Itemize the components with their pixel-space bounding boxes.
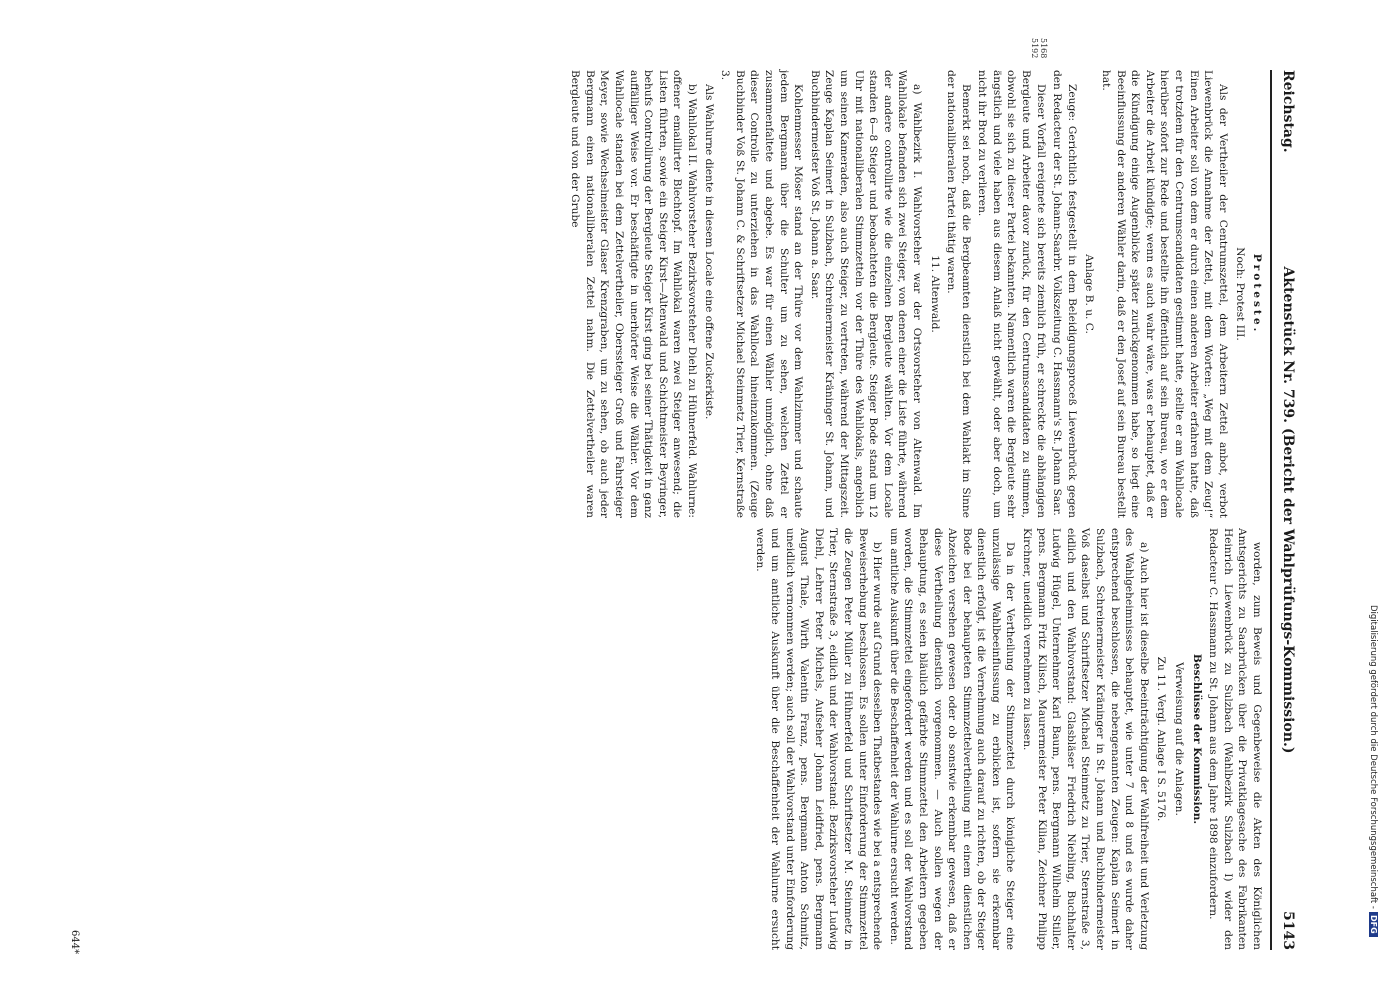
paragraph: Kohlenmesser Möser stand an der Thüre vor dem Wahlzimmer und schaute jedem Bergmann über die Schulter um zu sehen, welchen Zettel er zusammenfaltete und abgebe. Es war für einen Wähler unmöglich, ohne daß dieser Controlle zu unterziehen in das Wahllocal hineinzukommen. (Zeuge Buchbinder Voß St. Johann C. & Schriftsetzer Michael Steinmetz Trier, Kernstraße 3.: [719, 70, 805, 518]
subheading: Anlage B. u. C.: [1083, 254, 1096, 334]
subheading: Noch: Protest III.: [1234, 247, 1247, 341]
section-heading: Proteste.: [1251, 253, 1263, 335]
digitization-footer: [1368, 605, 1378, 937]
digitization-note: Digitalisierung gefördert durch die Deutsche Forschungsgemeinschaft -: [1368, 605, 1378, 909]
folio-mark: 644*: [69, 930, 80, 955]
paragraph: worden, zum Beweis und Gegenbeweise die Akten des Königlichen Amtsgerichts zu Saarbrücken über die Privatklagesache des Fabrikanten Heinrich Liewenbrück zu Sulzbach (Wahlbezirk Sulzbach I) wider den Redacteur C. Hassmann zu St. Johann aus dem Jahre 1898 einzufordern.: [1207, 528, 1263, 950]
paragraph: b) Wahllokal II. Wahlvorsteher Bezirksvorsteher Diehl zu Hühnerfeld. Wahlurne: offener emaillirter Blechtopf. Im Wahllokal waren zwei Steiger anwesend; die Listen führten, sowie ein Steiger Kirst—Altenwald und Schichtmeister Beyringer, behufs Controllirung der Bergleute Steiger Kirst ging bei seiner Thätigkeit in ganz auffälliger Weise vor. Er beschäftigte in unerhörter Weise die Wähler. Vor dem Wahllocale standen bei dem Zettelvertheiler, Oberssteiger Groß und Fahrsteiger Meyer, sowie Wechselmeister Glaser Krenzgraben, um zu sehen, ob auch jeder Bergmann einen nationalliberalen Zettel nahm. Die Zettelvertheiler waren Bergleute und von der Grube: [569, 70, 699, 518]
dfg-logo: DFG: [1369, 912, 1378, 937]
paragraph: Als der Vertheiler der Centrumszettel, dem Arbeitern Zettel anbot, verbot Liewenbrück die Annahme der Zettel, mit dem Worten: „Weg mit dem Zeug!“ Einen Arbeiter soll von dem er durch einen anderen Arbeiter erfahren hatte, daß er trotzdem für den Centrumscandidaten gestimmt hatte, stellte er am Wahllocale hierüber sofort zur Rede und bestellte ihn öffentlich auf sein Bureau, wo er dem Arbeiter die Arbeit kündigte; wenn es auch wahr wäre, was er behauptet, daß er die Kündigung einige Augenblicke später zurückgenommen habe, so liegt eine Beeinflussung der anderen Wähler darin, daß er den Josef auf sein Bureau bestellt hat.: [1100, 70, 1229, 518]
subheading-bold: Beschlüsse der Kommission.: [1190, 653, 1203, 825]
margin-numbers: [1030, 38, 1048, 58]
header-rule: [1270, 70, 1272, 950]
left-column: [566, 70, 1264, 518]
paragraph: Zeuge: Gerichtlich festgestellt in dem Beleidigungsproceß Liewenbrück gegen den Redacteur der St. Johann-Saarbr. Volkszeitung C. Hassmann's St. Johann Saar.: [1051, 70, 1078, 518]
paragraph: b) Hier wurde auf Grund desselben Thatbestandes wie bei a entsprechende Beweiserhebung beschlossen. Es sollen unter Einforderung der Stimmzettel die Zeugen Peter Müller zu Hühnerfeld und Schriftsetzer M. Steinmetz in Trier, Sternstraße 3, eidlich und der Wahlvorstand: Bezirksvorsteher Ludwig Diehl, Lehrer Peter Michels, Aufseher Johann Leidfried, pens. Bergmann August Thale, Wirth Valentin Franz, pens. Bergmann Anton Schmitz, uneidlich vernommen werden; auch soll der Wahlvorstand unter Einforderung und um amtliche Auskunft über die Beschaffenheit der Wahlurne ersucht werden.: [754, 528, 884, 950]
paragraph: a) Wahlbezirk I. Wahlvorsteher war der Ortsvorsteher von Altenwald. Im Wahllokale befanden sich zwei Steiger, von denen einer die Liste führte, während der andere controllirte wie die einzelnen Bergleute wählten. Vor dem Locale standen 6—8 Steiger und beobachteten die Bergleute. Steiger Bode stand um 12 Uhr mit nationalliberalen Stimmzetteln vor der Thüre des Wahllokals, angeblich um seinen Kameraden, also auch Steiger, zu vertreten, während der Mittagszeit. Zeuge Kaplan Seimert in Sulzbach, Schreinermeister Kräninger St. Johann, und Buchbindermeister Voß St. Johann a. Saar.: [808, 70, 923, 518]
subheading: Verweisung auf die Anlagen.: [1173, 662, 1186, 816]
paragraph: Da in der Vertheilung der Stimmzettel durch königliche Steiger eine unzulässige Wahlbeeinflussung zu erblicken ist, sofern sie erkennbar dienstlich erfolgt, ist die Vernehmung auch darauf zu richten, ob der Steiger Bode bei der behaupteten Stimmzettelvertheilung mit einem dienstlichen Abzeichen versehen gewesen oder ob sonstwie erkennbar gewesen, daß er diese Vertheilung dienstlich vorgenommen. — Auch sollen wegen der Behauptung, es seien bläulich gefärbte Stimmzettel den Arbeitern gegeben worden, die Stimmzettel eingefordert werden und es soll der Wahlvorstand um amtliche Auskunft über die Beschaffenheit der Wahlurne ersucht werden.: [887, 528, 1017, 950]
page-number: 5143: [1280, 911, 1296, 950]
paragraph: Als Wahlurne diente in diesem Locale eine offene Zuckerkiste.: [702, 84, 715, 420]
margin-number: 5168: [1039, 38, 1048, 59]
margin-number: 5192: [1030, 38, 1039, 59]
paragraph: Dieser Vorfall ereignete sich bereits ziemlich früh, er schreckte die abhängigen Bergleute und Arbeiter davor zurück, für den Centrumscandidaten zu stimmen, obwohl sie sich zu dieser Partei bekannten. Namentlich waren die Bergleute sehr ängstlich und viele haben aus diesem Anlaß nicht gewählt, oder aber doch, um nicht ihr Brod zu verlieren.: [976, 70, 1047, 518]
subheading: 11. Altenwald.: [928, 255, 941, 333]
right-column: [751, 528, 1264, 950]
paragraph: a) Auch hier ist dieselbe Beeinträchtigung der Wahlfreiheit und Verletzung des Wahlgeheimnisses behauptet, wie unter 7 und 8 und es wurde daher entsprechend beschlossen, die nebengenannten Zeugen: Kaplan Seimert in Sulzbach, Schreinermeister Kräninger in St. Johann und Buchbindermeister Voß daselbst und Schriftsetzer Michael Steinmetz zu Trier, Sternstraße 3, eidlich und den Wahlvorstand: Glasbläser Friedrich Niebling, Buchhalter Ludwig Hügel, Unternehmer Karl Baum, pens. Bergmann Wilhelm Stiller, pens. Bergmann Fritz Kilisch, Maurermeister Peter Kilian, Zeichner Philipp Kirchner, uneidlich vernehmen zu lassen.: [1021, 528, 1150, 950]
paragraph: Bemerkt sei noch, daß die Bergbeamten dienstlich bei dem Wahlakt im Sinne der nationalliberalen Partei thätig waren.: [945, 70, 972, 518]
header-center: Aktenstück Nr. 739. (Bericht der Wahlprüfungs-Kommission.): [1280, 266, 1296, 754]
subheading: Zu 11. Vergl. Anlage I S. 5176.: [1155, 656, 1168, 822]
running-header: [1276, 70, 1300, 950]
header-left: Reichstag.: [1280, 70, 1296, 153]
